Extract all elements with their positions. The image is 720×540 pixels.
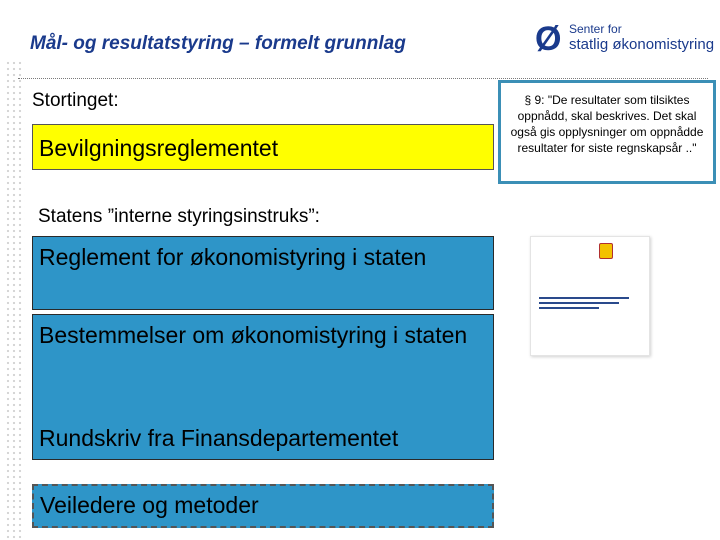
veiledere-box: Veiledere og metoder bbox=[32, 484, 494, 528]
bestemmelser-text: Bestemmelser om økonomistyring i staten bbox=[39, 322, 468, 348]
statens-label: Statens ”interne styringsinstruks”: bbox=[38, 206, 320, 227]
reglement-box: Reglement for økonomistyring i staten bbox=[32, 236, 494, 310]
logo-mark-icon: Ø bbox=[535, 20, 562, 58]
bevilgningsreglementet-box: Bevilgningsreglementet bbox=[32, 124, 494, 170]
logo-line-1: Senter for bbox=[569, 22, 622, 36]
logo-line-2: statlig økonomistyring bbox=[569, 36, 715, 53]
paragraph-9-callout: § 9: "De resultater som tilsiktes oppnådd, skal beskrives. Det skal også gis opplysninger om oppnådde resultater for siste regnskapsår .." bbox=[498, 80, 716, 184]
bestemmelser-box bbox=[32, 314, 494, 460]
page-title: Mål- og resultatstyring – formelt grunnlag bbox=[30, 33, 406, 54]
stortinget-label: Stortinget: bbox=[32, 90, 119, 111]
dfo-logo bbox=[535, 20, 715, 60]
crest-icon bbox=[599, 243, 613, 259]
decorative-dot-pattern bbox=[5, 60, 25, 540]
title-divider bbox=[18, 78, 708, 79]
rundskriv-text: Rundskriv fra Finansdepartementet bbox=[39, 425, 399, 451]
document-cover-thumbnail bbox=[530, 236, 650, 356]
